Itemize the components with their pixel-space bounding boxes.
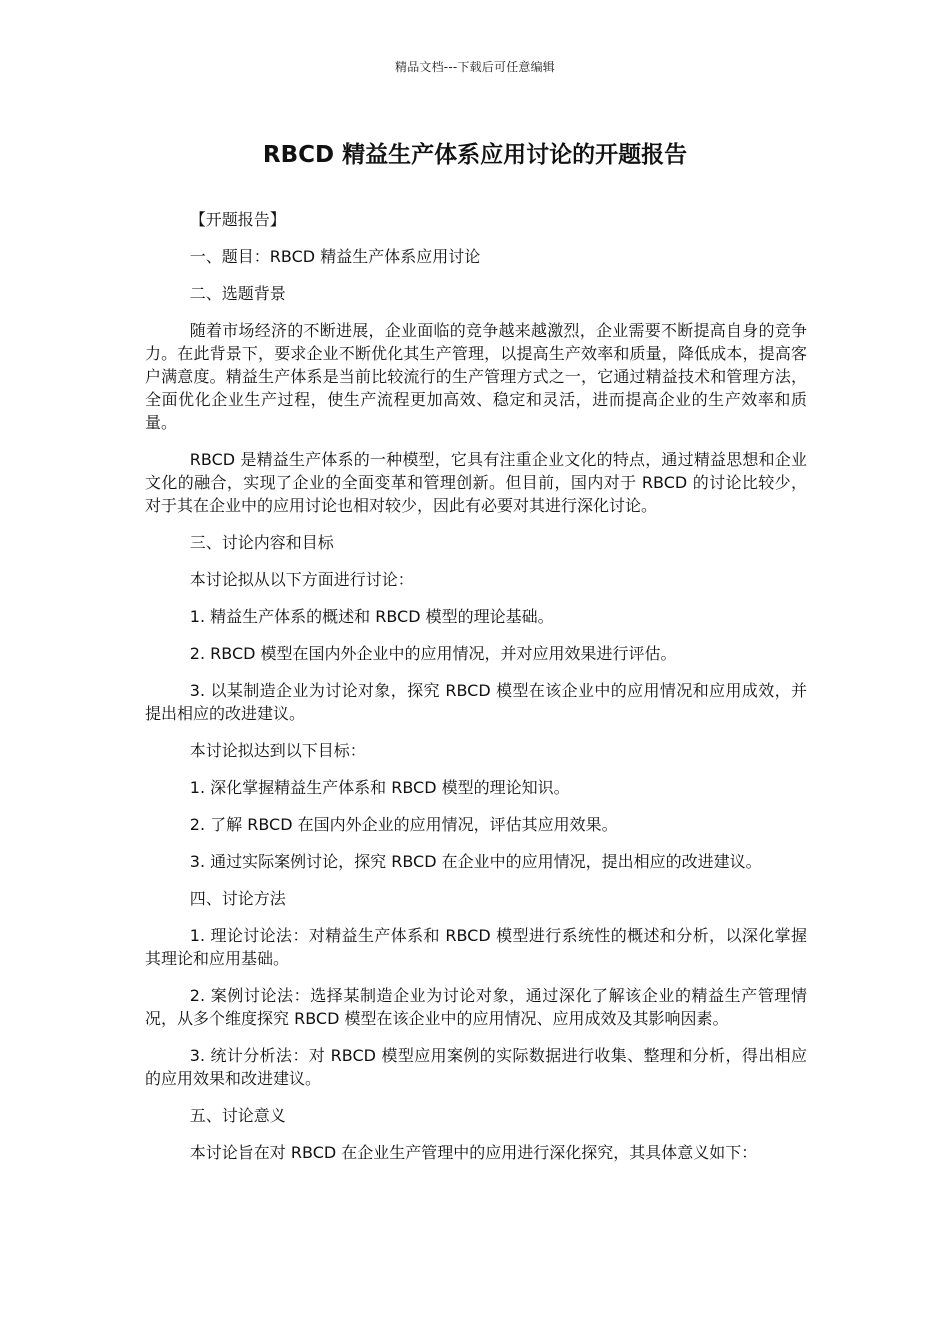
list-item-method-2: 2. 案例讨论法：选择某制造企业为讨论对象，通过深化了解该企业的精益生产管理情况，从多个维度探究 RBCD 模型在该企业中的应用情况、应用成效及其影响因素。 <box>145 986 807 1028</box>
list-item-content-2: 2. RBCD 模型在国内外企业中的应用情况，并对应用效果进行评估。 <box>189 644 677 663</box>
list-item-content-1: 1. 精益生产体系的概述和 RBCD 模型的理论基础。 <box>189 607 554 626</box>
list-item-goal-1: 1. 深化掌握精益生产体系和 RBCD 模型的理论知识。 <box>189 778 570 797</box>
list-item-goal-3: 3. 通过实际案例讨论，探究 RBCD 在企业中的应用情况，提出相应的改进建议。 <box>189 852 762 871</box>
heading-topic: 一、题目：RBCD 精益生产体系应用讨论 <box>189 247 481 266</box>
document-title: RBCD 精益生产体系应用讨论的开题报告 <box>262 142 688 168</box>
page-header: 精品文档---下载后可任意编辑 <box>395 60 555 74</box>
list-item-goal-2: 2. 了解 RBCD 在国内外企业的应用情况，评估其应用效果。 <box>189 815 618 834</box>
paragraph-content-intro: 本讨论拟从以下方面进行讨论： <box>189 570 414 589</box>
heading-background: 二、选题背景 <box>189 284 286 303</box>
paragraph-goals-intro: 本讨论拟达到以下目标： <box>189 741 366 760</box>
paragraph-background-1: 随着市场经济的不断进展，企业面临的竞争越来越激烈，企业需要不断提高自身的竞争力。在此背景下，要求企业不断优化其生产管理，以提高生产效率和质量，降低成本，提高客户满意度。精益生产体系是当前比较流行的生产管理方式之一，它通过精益技术和管理方法，全面优化企业生产过程，使生产流程更加高效、稳定和灵活，进而提高企业的生产效率和质量。 <box>145 321 807 432</box>
section-label-report: 【开题报告】 <box>189 210 286 229</box>
list-item-method-3: 3. 统计分析法：对 RBCD 模型应用案例的实际数据进行收集、整理和分析，得出相应的应用效果和改进建议。 <box>145 1046 807 1088</box>
list-item-content-3: 3. 以某制造企业为讨论对象，探究 RBCD 模型在该企业中的应用情况和应用成效，并提出相应的改进建议。 <box>145 681 807 723</box>
heading-content-goals: 三、讨论内容和目标 <box>189 533 334 552</box>
heading-methods: 四、讨论方法 <box>189 889 286 908</box>
paragraph-significance-intro: 本讨论旨在对 RBCD 在企业生产管理中的应用进行深化探究，其具体意义如下： <box>189 1143 758 1162</box>
list-item-method-1: 1. 理论讨论法：对精益生产体系和 RBCD 模型进行系统性的概述和分析，以深化掌握其理论和应用基础。 <box>145 926 807 968</box>
paragraph-background-2: RBCD 是精益生产体系的一种模型，它具有注重企业文化的特点，通过精益思想和企业文化的融合，实现了企业的全面变革和管理创新。但目前，国内对于 RBCD 的讨论比较少，对于其在企业中的应用讨论也相对较少，因此有必要对其进行深化讨论。 <box>145 450 807 515</box>
heading-significance: 五、讨论意义 <box>189 1106 286 1125</box>
document-body <box>145 208 807 1178</box>
